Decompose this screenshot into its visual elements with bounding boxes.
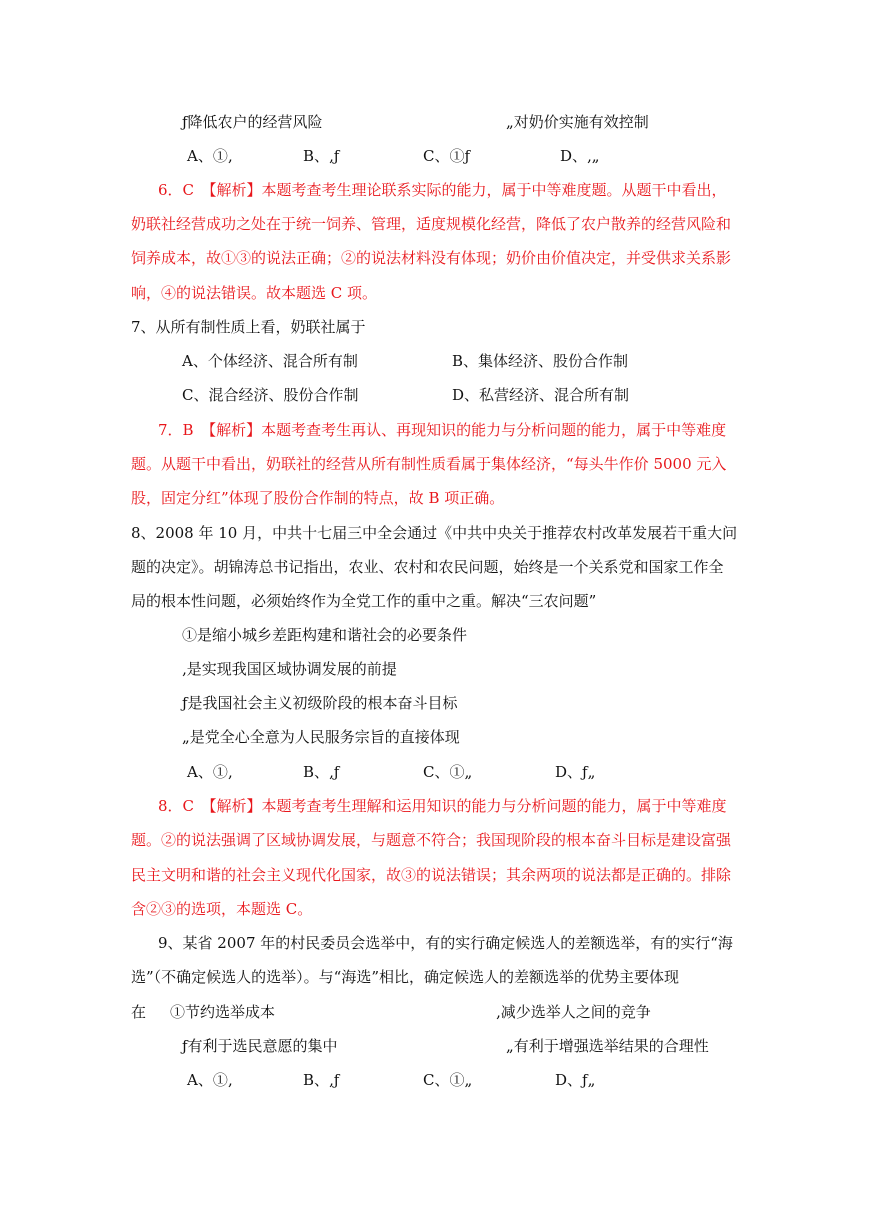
- question-9-line-2: 选”（不确定候选人的选举）。与“海选”相比，确定候选人的差额选举的优势主要体现: [131, 968, 680, 986]
- q9-option-d: D、ƒ„: [555, 1071, 596, 1089]
- answer-8-line-1: 8．C 【解析】本题考查考生理解和运用知识的能力与分析问题的能力，属于中等难度: [158, 797, 727, 815]
- q9-option-c: C、①„: [423, 1071, 473, 1089]
- answer-7-line-3: 股，固定分红”体现了股份合作制的特点，故 B 项正确。: [131, 489, 505, 507]
- question-9-line-3-start: 在: [131, 1003, 147, 1021]
- q8-option-b: B、‚ƒ: [303, 763, 340, 781]
- answer-7-line-1: 7．B 【解析】本题考查考生再认、再现知识的能力与分析问题的能力，属于中等难度: [158, 421, 727, 439]
- q9-item-2: ‚减少选举人之间的竞争: [496, 1003, 651, 1021]
- q8-option-d: D、ƒ„: [555, 763, 596, 781]
- question-8-line-3: 局的根本性问题，必须始终作为全党工作的重中之重。解决“三农问题”: [131, 592, 597, 610]
- q6-item-4: „对奶价实施有效控制: [506, 113, 649, 131]
- q9-item-4: „有利于增强选举结果的合理性: [506, 1037, 709, 1055]
- q6-option-c: C、①ƒ: [423, 147, 471, 165]
- q7-option-b: B、集体经济、股份合作制: [452, 352, 629, 370]
- question-7-stem: 7、从所有制性质上看，奶联社属于: [131, 318, 366, 336]
- q8-option-c: C、①„: [423, 763, 473, 781]
- q8-item-4: „是党全心全意为人民服务宗旨的直接体现: [182, 728, 460, 746]
- q7-option-a: A、个体经济、混合所有制: [182, 352, 358, 370]
- q6-option-b: B、‚ƒ: [303, 147, 340, 165]
- answer-6-line-2: 奶联社经营成功之处在于统一饲养、管理，适度规模化经营，降低了农户散养的经营风险和: [131, 215, 732, 233]
- q8-option-a: A、①‚: [187, 763, 233, 781]
- q9-option-b: B、‚ƒ: [303, 1071, 340, 1089]
- answer-6-line-4: 响，④的说法错误。故本题选 C 项。: [131, 284, 378, 302]
- q6-option-a: A、①‚: [187, 147, 233, 165]
- q6-option-d: D、‚„: [560, 147, 600, 165]
- q7-option-d: D、私营经济、混合所有制: [452, 386, 630, 404]
- answer-6-line-1: 6．C 【解析】本题考查考生理论联系实际的能力，属于中等难度题。从题干中看出，: [158, 181, 727, 199]
- q7-option-c: C、混合经济、股份合作制: [182, 386, 359, 404]
- q8-item-1: ①是缩小城乡差距构建和谐社会的必要条件: [182, 626, 468, 644]
- q8-item-3: ƒ是我国社会主义初级阶段的根本奋斗目标: [182, 694, 458, 712]
- question-8-line-2: 题的决定》。胡锦涛总书记指出，农业、农村和农民问题，始终是一个关系党和国家工作全: [131, 558, 724, 576]
- q9-option-a: A、①‚: [187, 1071, 233, 1089]
- q6-item-3: ƒ降低农户的经营风险: [182, 113, 323, 131]
- answer-8-line-2: 题。②的说法强调了区域协调发展，与题意不符合；我国现阶段的根本奋斗目标是建设富强: [131, 831, 732, 849]
- q8-item-2: ‚是实现我国区域协调发展的前提: [182, 660, 397, 678]
- question-9-line-1: 9、某省 2007 年的村民委员会选举中，有的实行确定候选人的差额选举，有的实行“海: [158, 934, 733, 952]
- answer-8-line-3: 民主文明和谐的社会主义现代化国家，故③的说法错误；其余两项的说法都是正确的。排除: [131, 866, 732, 884]
- answer-6-line-3: 饲养成本，故①③的说法正确；②的说法材料没有体现；奶价由价值决定，并受供求关系影: [131, 249, 732, 267]
- q9-item-1: ①节约选举成本: [170, 1003, 276, 1021]
- question-8-line-1: 8、2008 年 10 月，中共十七届三中全会通过《中共中央关于推荐农村改革发展若干重大问: [131, 524, 738, 542]
- q9-item-3: ƒ有利于选民意愿的集中: [182, 1037, 338, 1055]
- answer-8-line-4: 含②③的选项，本题选 C。: [131, 900, 313, 918]
- answer-7-line-2: 题。从题干中看出，奶联社的经营从所有制性质看属于集体经济，“每头牛作价 5000 元入: [131, 455, 727, 473]
